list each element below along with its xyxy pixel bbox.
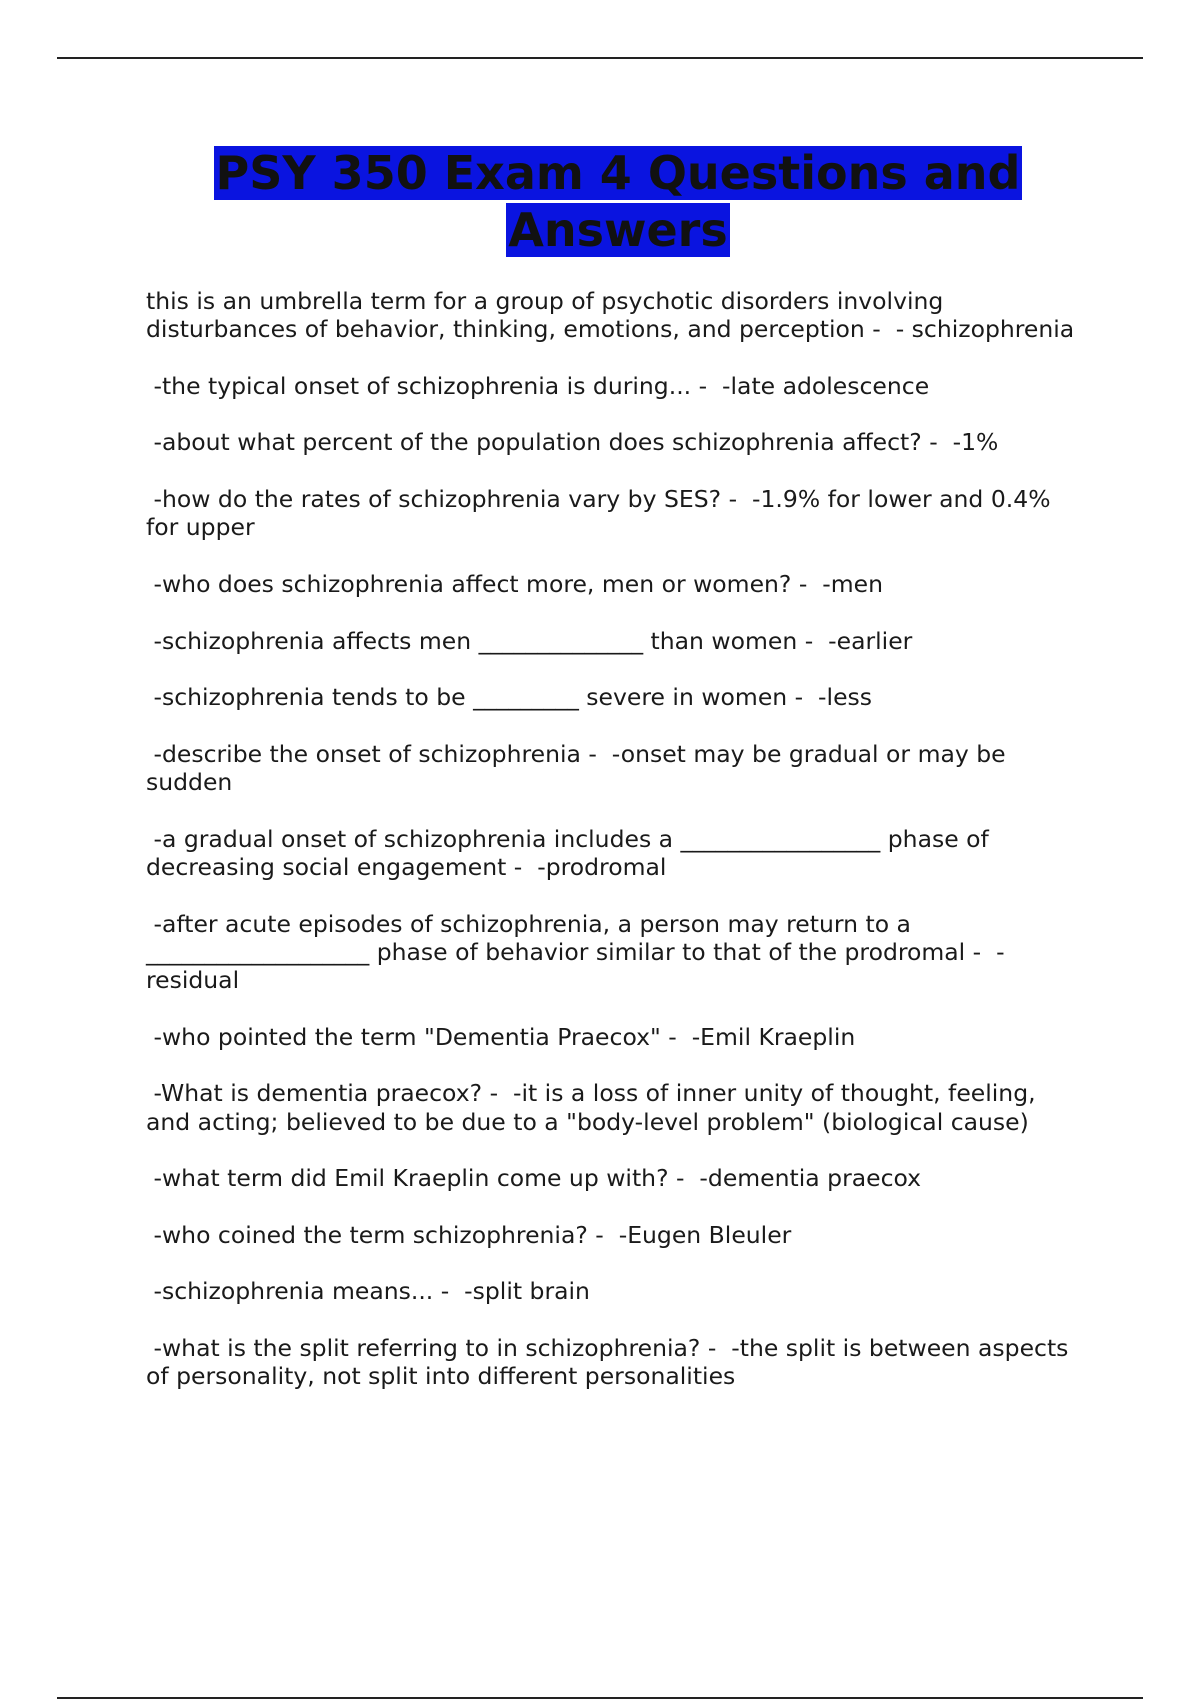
document-title: PSY 350 Exam 4 Questions and Answers [215,146,1021,257]
bottom-rule [57,1697,1143,1699]
qa-item: -who coined the term schizophrenia? - -Eugen Bleuler [146,1220,792,1249]
qa-item: -schizophrenia tends to be _________ severe in women - -less [146,683,873,712]
top-rule [57,57,1143,59]
qa-item: -how do the rates of schizophrenia vary by SES? - -1.9% for lower and 0.4% for upper [146,485,1059,542]
qa-item: -who pointed the term "Dementia Praecox" - -Emil Kraeplin [146,1022,856,1051]
qa-item: -describe the onset of schizophrenia - -onset may be gradual or may be sudden [146,739,1014,797]
qa-item: -after acute episodes of schizophrenia, a person may return to a ___________________ phase of behavior similar to that of the prodromal - - residual [146,909,1013,995]
qa-item: -What is dementia praecox? - -it is a loss of inner unity of thought, feeling, and acting; believed to be due to a "body-level problem" (biological cause) [146,1079,1044,1136]
qa-item: -what is the split referring to in schizophrenia? - -the split is between aspects of personality, not split into different personalities [146,1333,1076,1391]
qa-item: -what term did Emil Kraeplin come up with? - -dementia praecox [146,1164,922,1193]
qa-item: -about what percent of the population does schizophrenia affect? - -1% [146,428,999,457]
qa-item: -schizophrenia means... - -split brain [146,1277,590,1306]
qa-item: -who does schizophrenia affect more, men or women? - -men [146,569,884,598]
title-block [150,145,1086,259]
qa-list [146,287,1086,1419]
qa-item: -schizophrenia affects men ______________ than women - -earlier [146,626,913,655]
qa-item: -the typical onset of schizophrenia is during... - -late adolescence [146,371,930,400]
qa-item: this is an umbrella term for a group of psychotic disorders involving disturbances of behavior, thinking, emotions, and perception - - schizophrenia [146,287,1075,344]
qa-item: -a gradual onset of schizophrenia includes a _________________ phase of decreasing social engagement - -prodromal [146,824,997,881]
